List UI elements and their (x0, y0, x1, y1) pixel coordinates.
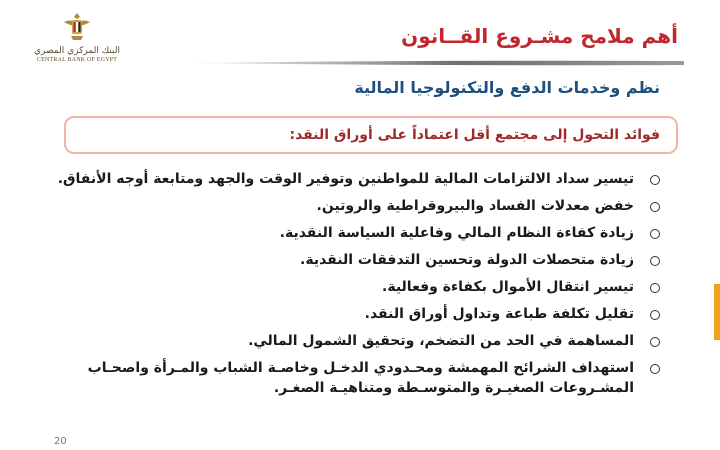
central-bank-logo (32, 10, 122, 64)
title-divider (180, 60, 684, 66)
logo-arabic-name: البنك المركزي المصري (34, 46, 120, 56)
list-item-text: زيادة متحصلات الدولة وتحسين التدفقات النقدية. (300, 252, 634, 268)
list-item-text: المساهمة في الحد من التضخم، وتحقيق الشمول المالي. (248, 333, 634, 349)
page-number: 20 (54, 436, 67, 447)
list-item-text: تقليل تكلفة طباعة وتداول أوراق النقد. (364, 306, 634, 322)
list-item (54, 328, 634, 355)
list-item-text: استهداف الشرائح المهمشة ومحـدودي الدخـل وخاصـة الشباب والمـرأة واصحـاب المشـروعات الصغيـرة والمتوسـطة ومتناهيـة الصغـر. (87, 360, 634, 396)
list-item (54, 358, 634, 398)
benefits-list (54, 166, 634, 398)
callout-text: فوائد التحول إلى مجتمع أقل اعتماداً على أوراق النقد: (289, 127, 660, 143)
circle-bullet-icon (650, 175, 660, 185)
list-item-text: زيادة كفاءة النظام المالي وفاعلية السياسة النقدية. (279, 225, 634, 241)
circle-bullet-icon (650, 202, 660, 212)
eagle-emblem-icon (60, 10, 94, 44)
list-item-text: تيسير انتقال الأموال بكفاءة وفعالية. (382, 279, 634, 295)
list-item (54, 166, 634, 193)
list-item-text: تيسير سداد الالتزامات المالية للمواطنين وتوفير الوقت والجهد ومتابعة أوجه الأنفاق. (57, 171, 634, 187)
circle-bullet-icon (650, 310, 660, 320)
circle-bullet-icon (650, 283, 660, 293)
list-item (54, 193, 634, 220)
circle-bullet-icon (650, 364, 660, 374)
benefits-callout-box (64, 116, 678, 154)
list-item (54, 274, 634, 301)
slide-title: أهم ملامح مشـروع القــانون (401, 24, 678, 48)
circle-bullet-icon (650, 256, 660, 266)
circle-bullet-icon (650, 229, 660, 239)
list-item (54, 301, 634, 328)
section-subtitle: نظم وخدمات الدفع والتكنولوجيا المالية (354, 78, 660, 97)
circle-bullet-icon (650, 337, 660, 347)
list-item (54, 247, 634, 274)
list-item-text: خفض معدلات الفساد والبيروقراطية والروتين. (316, 198, 634, 214)
logo-english-name: CENTRAL BANK OF EGYPT (36, 57, 118, 63)
list-item (54, 220, 634, 247)
accent-side-bar (714, 284, 720, 340)
